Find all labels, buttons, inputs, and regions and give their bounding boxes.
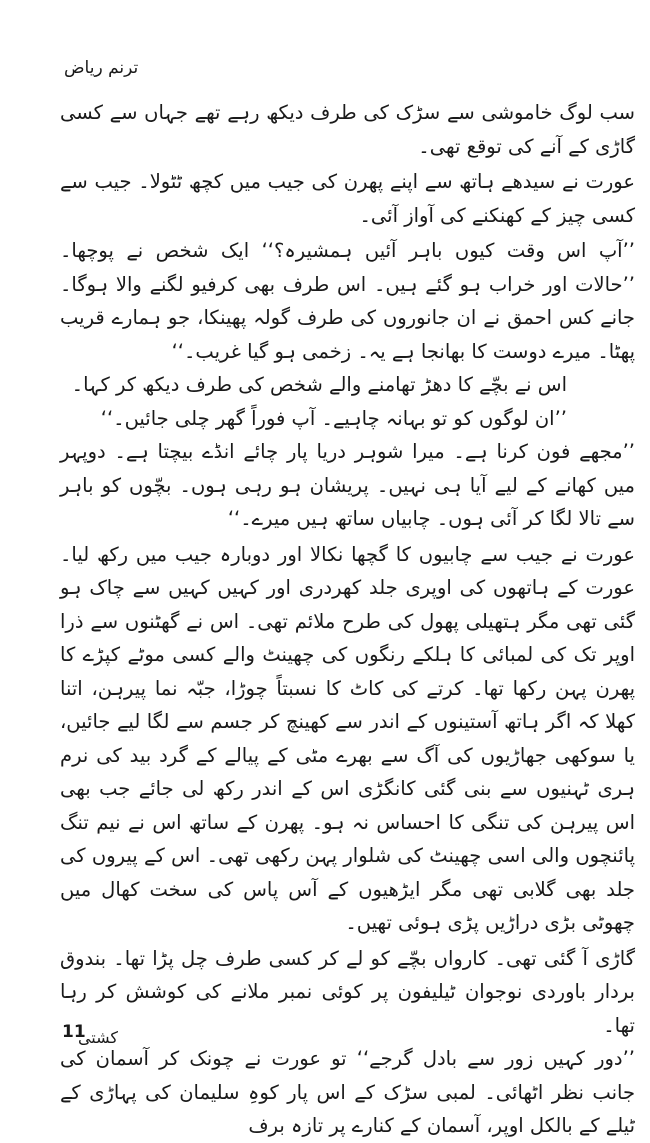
paragraph: ’’مجھے فون کرنا ہے۔ میرا شوہر دریا پار چائے انڈے بیچتا ہے۔ دوپہر میں کھانے کے لیے آیا ہی نہیں۔ پریشان ہو رہی ہوں۔ بچّوں کو باہر سے تالا لگا کر آئی ہوں۔ چابیاں ساتھ ہیں میرے۔‘‘: [60, 440, 635, 530]
paragraph: اس نے بچّے کا دھڑ تھامنے والے شخص کی طرف دیکھ کر کہا۔: [71, 373, 567, 396]
page-number: 11: [62, 1022, 86, 1042]
paragraph: ’’دور کہیں زور سے بادل گرجے‘‘ تو عورت نے چونک کر آسمان کی جانب نظر اٹھائی۔ لمبی سڑک کے اس پار کوہِ سلیمان کی پہاڑی کے ٹیلے کے بالکل اوپر، آسمان کے کنارے پر تازہ برف: [60, 1047, 635, 1137]
paragraph: عورت نے سیدھے ہاتھ سے اپنے پھرن کی جیب میں کچھ ٹٹولا۔ جیب سے کسی چیز کے کھنکنے کی آواز آئی۔: [60, 170, 635, 227]
body-text: [60, 96, 635, 1143]
paragraph: ’’ان لوگوں کو تو بہانہ چاہیے۔ آپ فوراً گھر چلی جائیں۔‘‘: [100, 406, 567, 430]
page-footer: [0, 1020, 650, 1060]
author-name: ترنم ریاض: [64, 58, 139, 78]
paragraph: ’’آپ اس وقت کیوں باہر آئیں ہمشیرہ؟‘‘ ایک شخص نے پوچھا۔ ’’حالات اور خراب ہو گئے ہیں۔ اس طرف بھی کرفیو لگنے والا ہوگا۔ جانے کس احمق نے ان جانوروں کی طرف گولہ پھینکا، جو ہمارے قریب پھٹا۔ میرے دوست کا بھانجا ہے یہ۔ زخمی ہو گیا غریب۔‘‘: [60, 239, 635, 363]
running-title: کشتی: [77, 1028, 118, 1047]
paragraph: گاڑی آ گئی تھی۔ کارواں بچّے کو لے کر کسی طرف چل پڑا تھا۔ بندوق بردار باوردی نوجوان ٹیلیفون پر کوئی نمبر ملانے کی کوشش کر رہا تھا۔: [60, 946, 635, 1037]
paragraph: سب لوگ خاموشی سے سڑک کی طرف دیکھ رہے تھے جہاں سے کسی گاڑی کے آنے کی توقع تھی۔: [60, 101, 635, 158]
paragraph: عورت نے جیب سے چابیوں کا گچھا نکالا اور دوبارہ جیب میں رکھ لیا۔ عورت کے ہاتھوں کی اوپری جلد کھردری اور کہیں کہیں سے چاک ہو گئی تھی مگر ہتھیلی پھول کی طرح ملائم تھی۔ اس نے گھٹنوں سے ذرا اوپر تک کی لمبائی کا ہلکے رنگوں کی چھینٹ والے کسی موٹے کپڑے کا پھرن پہن رکھا تھا۔ کرتے کی کاٹ کا نسبتاً چوڑا، جبّہ نما پیرہن، اتنا کھلا کہ اگر ہاتھ آستینوں کے اندر سے کھینچ کر جسم سے لگا لیے جائیں، یا سوکھی جھاڑیوں کی آگ سے بھرے مٹی کے پیالے کے گرد بید کی نرم ہری ٹہنیوں سے بنی گئی کانگڑی اس کے اندر رکھ لی جائے جب بھی اس پیرہن کی تنگی کا احساس نہ ہو۔ پھرن کے ساتھ اس نے نیم تنگ پائنچوں والی اسی چھینٹ کی شلوار پہن رکھی تھی۔ اس کے پیروں کی جلد بھی گلابی تھی مگر ایڑھیوں کے آس پاس کی سخت کھال میں چھوٹی بڑی دراڑیں پڑی ہوئی تھیں۔: [60, 542, 635, 934]
